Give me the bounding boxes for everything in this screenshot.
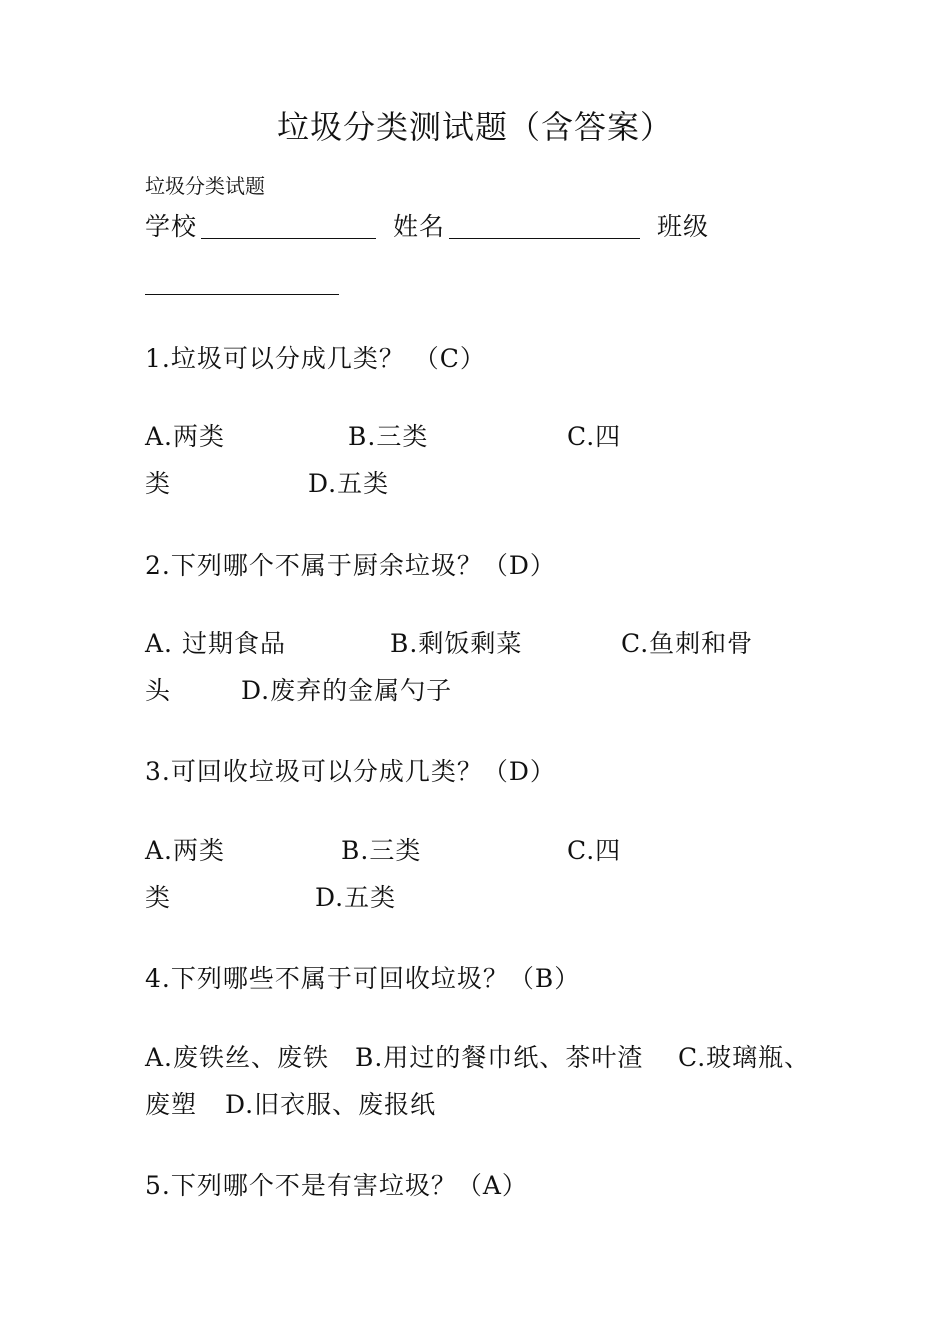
q3-option-c: C.四 <box>567 836 622 865</box>
q4-option-b: B.用过的餐巾纸、茶叶渣 <box>355 1043 644 1072</box>
q3-option-c-continued: 类 <box>145 883 172 912</box>
q3-option-b: B.三类 <box>341 836 422 865</box>
q3-option-d: D.五类 <box>315 883 397 912</box>
q4-option-c: C.玻璃瓶、 <box>678 1043 811 1072</box>
q4-option-c-continued: 废塑 <box>145 1090 198 1119</box>
class-blank-line <box>145 294 339 295</box>
class-label: 班级 <box>657 212 710 241</box>
q3-option-a: A.两类 <box>145 836 226 865</box>
q2-option-a: A. 过期食品 <box>145 629 286 658</box>
question-4: 4.下列哪些不属于可回收垃圾？（B） <box>145 964 581 993</box>
q1-option-d: D.五类 <box>308 469 390 498</box>
document-title: 垃圾分类测试题（含答案） <box>276 108 673 146</box>
question-3: 3.可回收垃圾可以分成几类？（D） <box>145 757 556 786</box>
q1-option-c-continued: 类 <box>145 469 172 498</box>
q1-option-c: C.四 <box>567 422 622 451</box>
q2-option-d: D.废弃的金属勺子 <box>241 676 453 705</box>
school-label: 学校 <box>145 212 198 241</box>
q4-option-d: D.旧衣服、废报纸 <box>225 1090 437 1119</box>
document-subtitle: 垃圾分类试题 <box>145 174 265 198</box>
q4-option-a: A.废铁丝、废铁 <box>145 1043 330 1072</box>
question-5: 5.下列哪个不是有害垃圾？（A） <box>145 1171 528 1200</box>
question-1: 1.垃圾可以分成几类？ （C） <box>145 344 486 373</box>
name-blank-line <box>449 238 640 239</box>
question-2: 2.下列哪个不属于厨余垃圾？（D） <box>145 551 556 580</box>
q1-option-b: B.三类 <box>348 422 429 451</box>
school-blank-line <box>201 238 376 239</box>
name-label: 姓名 <box>393 212 446 241</box>
q2-option-c-continued: 头 <box>145 676 172 705</box>
q1-option-a: A.两类 <box>145 422 226 451</box>
q2-option-b: B.剩饭剩菜 <box>390 629 523 658</box>
q2-option-c: C.鱼刺和骨 <box>621 629 754 658</box>
